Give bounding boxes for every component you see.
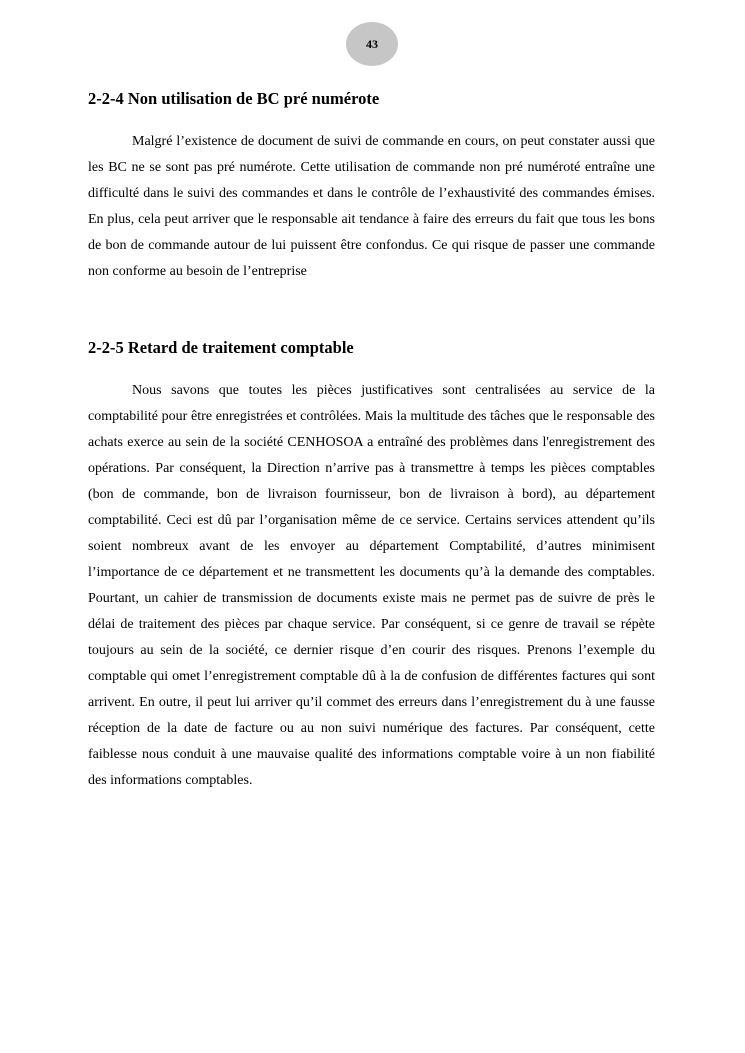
page-number-badge: [346, 22, 398, 66]
section-paragraph: Malgré l’existence de document de suivi de commande en cours, on peut constater aussi que les BC ne se sont pas pré numérote. Cette utilisation de commande non pré numéroté entraîne une difficulté dans le suivi des commandes et dans le contrôle de l’exhaustivité des commandes émises. En plus, cela peut arriver que le responsable ait tendance à faire des erreurs du fait que tous les bons de bon de commande autour de lui puissent être confondus. Ce qui risque de passer une commande non conforme au besoin de l’entreprise: [88, 134, 655, 279]
page-number: 43: [366, 36, 378, 51]
section-heading: 2-2-5 Retard de traitement comptable: [88, 338, 354, 357]
section-2-2-5: [88, 338, 655, 794]
section-heading: 2-2-4 Non utilisation de BC pré numérote: [88, 89, 380, 108]
section-2-2-4: [88, 89, 655, 285]
section-paragraph: Nous savons que toutes les pièces justificatives sont centralisées au service de la comptabilité pour être enregistrées et contrôlées. Mais la multitude des tâches que le responsable des achats exerce au sein de la société CENHOSOA a entraîné des problèmes dans l'enregistrement des opérations. Par conséquent, la Direction n’arrive pas à transmettre à temps les pièces comptables (bon de commande, bon de livraison fournisseur, bon de livraison à bord), au département comptabilité. Ceci est dû par l’organisation même de ce service. Certains services attendent qu’ils soient nombreux avant de les envoyer au département Comptabilité, d’autres minimisent l’importance de ce département et ne transmettent les documents qu’à la demande des comptables. Pourtant, un cahier de transmission de documents existe mais ne permet pas de suivre de près le délai de traitement des pièces par chaque service. Par conséquent, si ce genre de travail se répète toujours au sein de la société, ce dernier risque d’en courir des risques. Prenons l’exemple du comptable qui omet l’enregistrement comptable dû à la de confusion de différentes factures qui sont arrivent. En outre, il peut lui arriver qu’il commet des erreurs dans l’enregistrement du à une fausse réception de la date de facture ou au non suivi numérique des factures. Par conséquent, cette faiblesse nous conduit à une mauvaise qualité des informations comptable voire à un non fiabilité des informations comptables.: [88, 383, 655, 788]
